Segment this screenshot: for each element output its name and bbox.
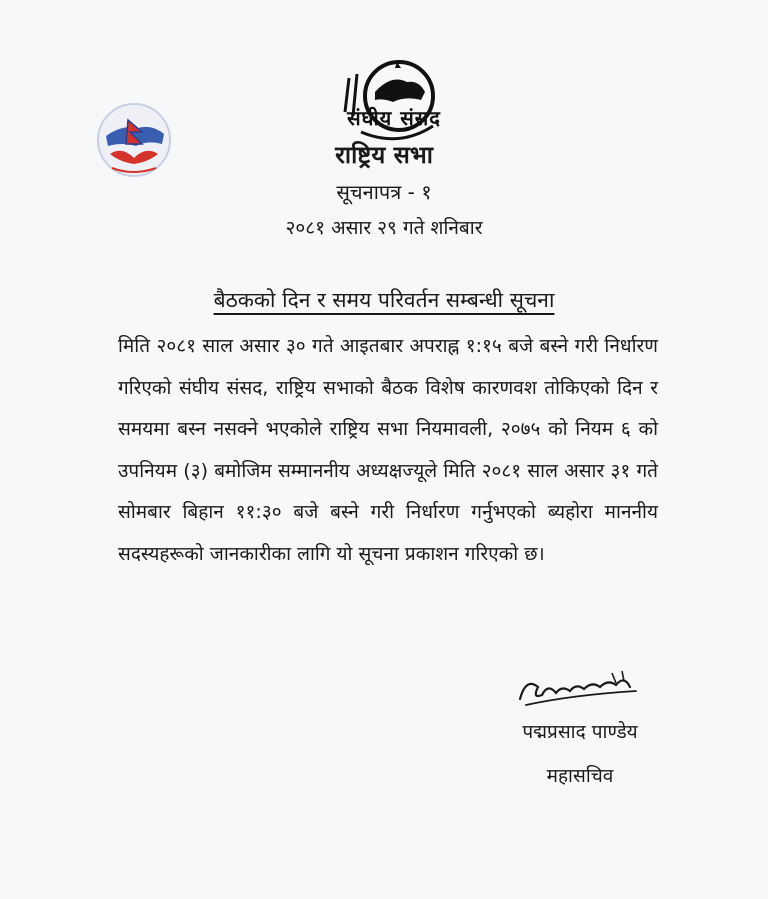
organization-name: राष्ट्रिय सभा bbox=[335, 141, 433, 169]
notice-number: सूचनापत्र - १ bbox=[336, 180, 432, 204]
notice-subject bbox=[0, 286, 768, 314]
seal-text: संघीय संसद bbox=[347, 106, 441, 130]
signatory-name: पद्मप्रसाद पाण्डेय bbox=[522, 721, 638, 743]
notice-date: २०८१ असार २९ गते शनिबार bbox=[285, 217, 483, 239]
parliament-seal bbox=[335, 52, 445, 152]
notice-body: मिति २०८१ साल असार ३० गते आइतबार अपराह्न १:१५ बजे बस्ने गरी निर्धारण गरिएको संघीय संसद, राष्ट्रिय सभाको बैठक विशेष कारणवश तोकिएको दिन र समयमा बस्न नसक्ने भएकोले राष्ट्रिय सभा नियमावली, २०७५ को नियम ६ को उपनियम (३) बमोजिम सम्माननीय अध्यक्षज्यूले मिति २०८१ साल असार ३१ गते सोमबार बिहान ११:३० बजे बस्ने गरी निर्धारण गर्नुभएको ब्यहोरा माननीय सदस्यहरूको जानकारीका लागि यो सूचना प्रकाशन गरिएको छ। bbox=[118, 335, 658, 565]
notice-subject-text: बैठकको दिन र समय परिवर्तन सम्बन्धी सूचना bbox=[213, 288, 555, 312]
handwritten-signature bbox=[512, 665, 642, 713]
signatory-title: महासचिव bbox=[546, 765, 614, 787]
